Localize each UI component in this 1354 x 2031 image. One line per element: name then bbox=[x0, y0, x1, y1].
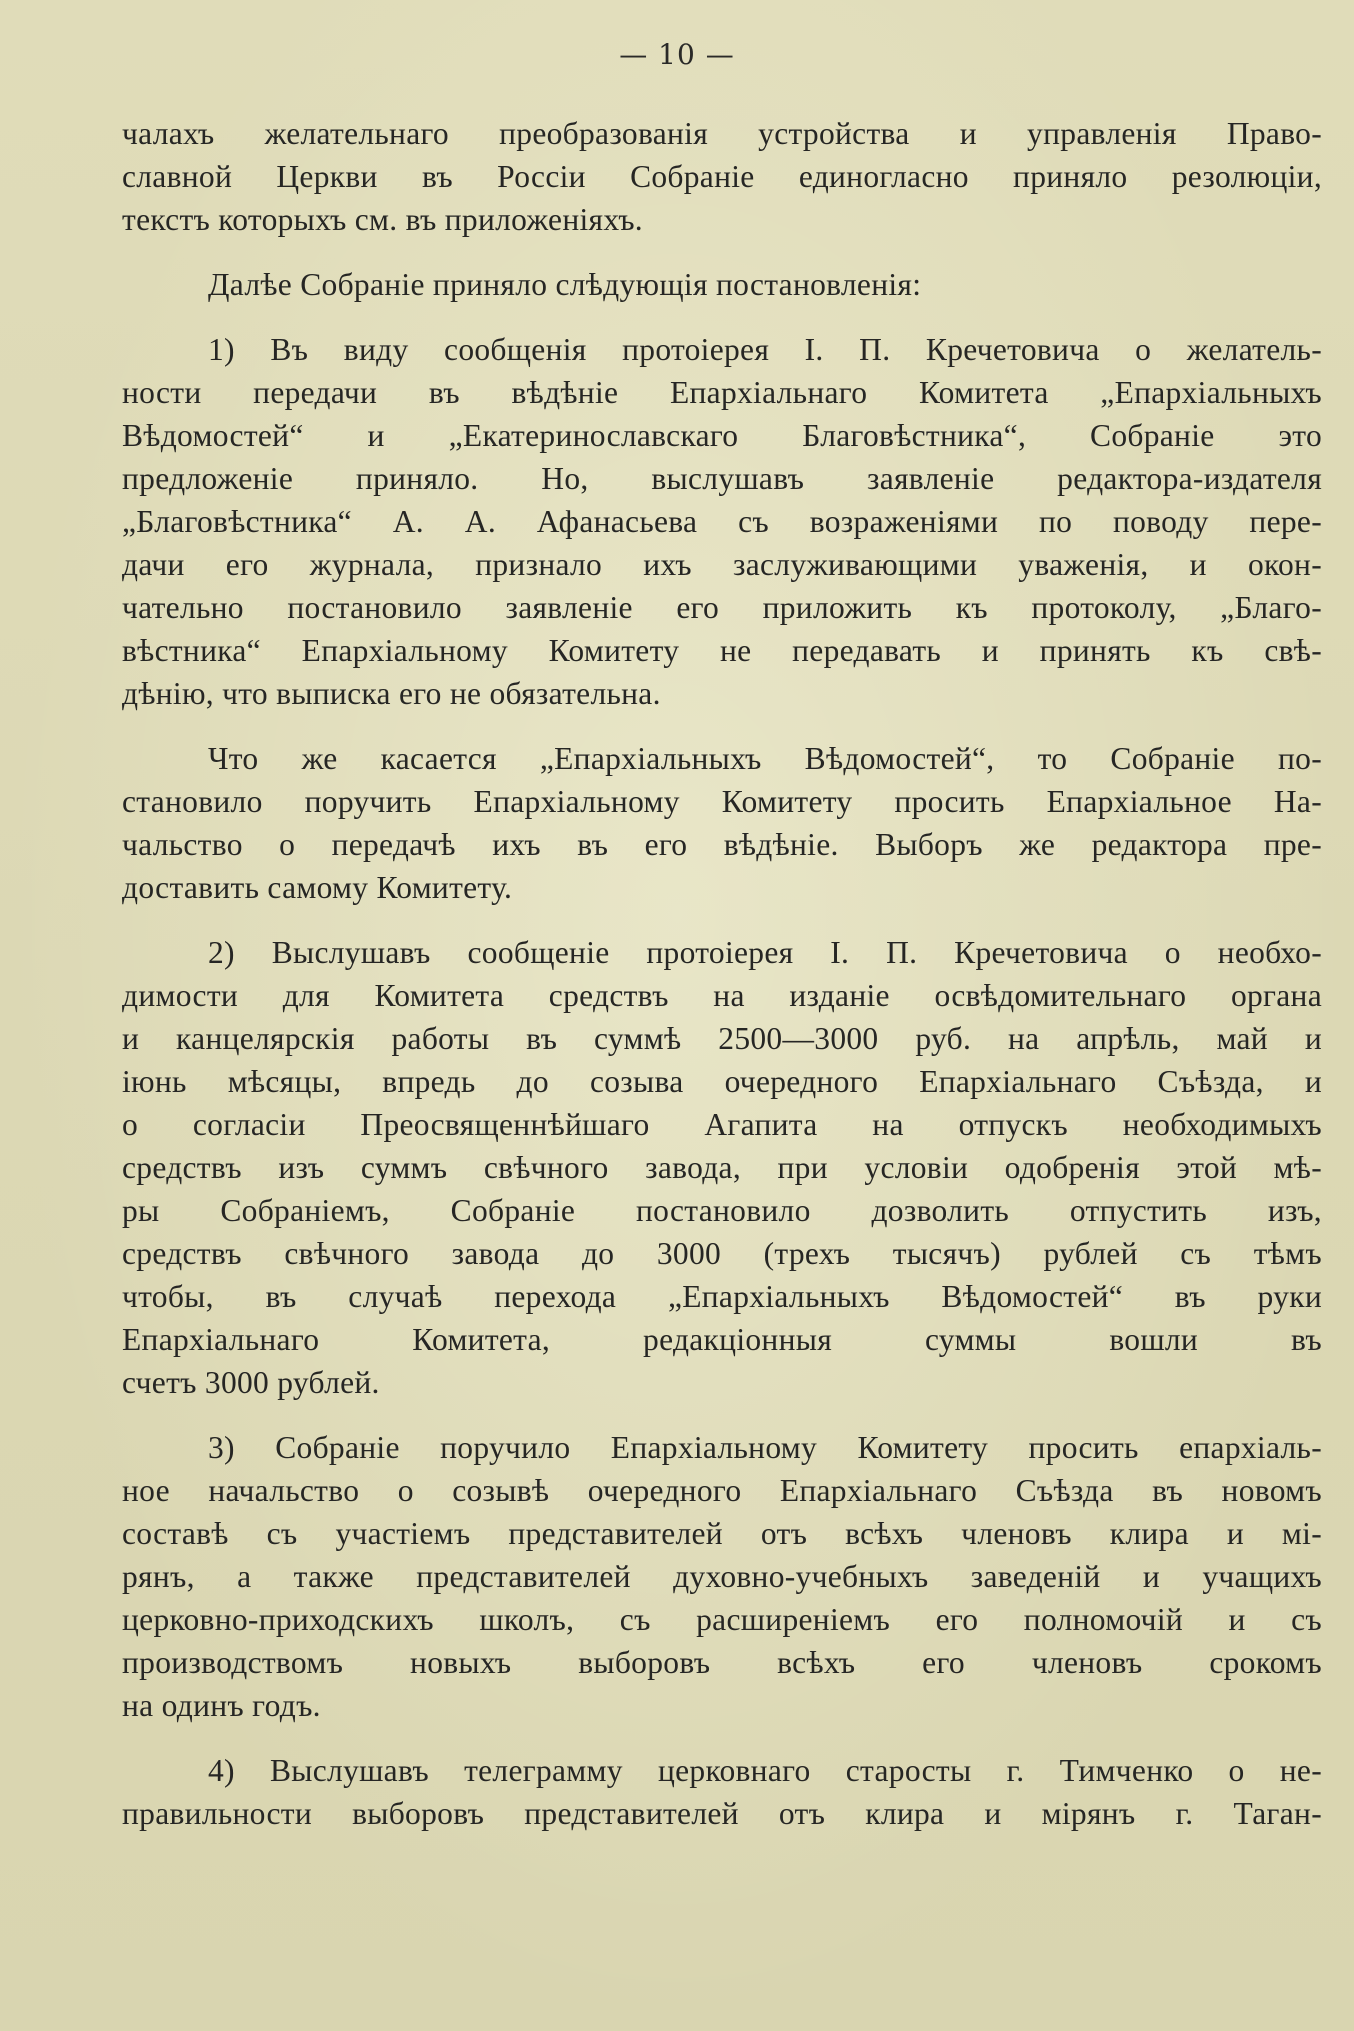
text-line: дачи его журнала, признало ихъ заслуживающими уваженія, и окон- bbox=[122, 547, 1322, 582]
text-line: текстъ которыхъ см. въ приложеніяхъ. bbox=[122, 202, 643, 237]
page-number: — 10 — bbox=[619, 38, 735, 71]
text-line: составѣ съ участіемъ представителей отъ всѣхъ членовъ клира и мі- bbox=[122, 1516, 1322, 1551]
text-line: Далѣе Собраніе приняло слѣдующія постановленія: bbox=[208, 267, 922, 302]
text-line: „Благовѣстника“ А. А. Афанасьева съ возраженіями по поводу пере- bbox=[122, 504, 1322, 539]
text-line: чальство о передачѣ ихъ въ его вѣдѣніе. Выборъ же редактора пре- bbox=[122, 827, 1322, 862]
text-line: вѣстника“ Епархіальному Комитету не передавать и принять къ свѣ- bbox=[122, 633, 1322, 668]
text-line: іюнь мѣсяцы, впредь до созыва очередного Епархіальнаго Съѣзда, и bbox=[122, 1064, 1322, 1099]
text-line: Что же касается „Епархіальныхъ Вѣдомостей“, то Собраніе по- bbox=[208, 741, 1322, 776]
text-line: о согласіи Преосвященнѣйшаго Агапита на отпускъ необходимыхъ bbox=[122, 1107, 1322, 1142]
text-line: 1) Въ виду сообщенія протоіерея І. П. Кречетовича о желатель- bbox=[208, 332, 1322, 367]
text-line: средствъ изъ суммъ свѣчного завода, при условіи одобренія этой мѣ- bbox=[122, 1150, 1322, 1185]
text-line: и канцелярскія работы въ суммѣ 2500—3000 руб. на апрѣль, май и bbox=[122, 1021, 1322, 1056]
text-line: рянъ, а также представителей духовно-учебныхъ заведеній и учащихъ bbox=[122, 1559, 1322, 1594]
text-line: чалахъ желательнаго преобразованія устройства и управленія Право- bbox=[122, 116, 1322, 151]
text-line: церковно-приходскихъ школъ, съ расширеніемъ его полномочій и съ bbox=[122, 1602, 1322, 1637]
text-line: производствомъ новыхъ выборовъ всѣхъ его членовъ срокомъ bbox=[122, 1645, 1322, 1680]
text-line: 3) Собраніе поручило Епархіальному Комитету просить епархіаль- bbox=[208, 1430, 1322, 1465]
text-line: 2) Выслушавъ сообщеніе протоіерея І. П. Кречетовича о необхо- bbox=[208, 935, 1322, 970]
text-line: становило поручить Епархіальному Комитету просить Епархіальное На- bbox=[122, 784, 1322, 819]
text-line: предложеніе приняло. Но, выслушавъ заявленіе редактора-издателя bbox=[122, 461, 1322, 496]
text-line: чтобы, въ случаѣ перехода „Епархіальныхъ Вѣдомостей“ въ руки bbox=[122, 1279, 1322, 1314]
text-line: ное начальство о созывѣ очередного Епархіальнаго Съѣзда въ новомъ bbox=[122, 1473, 1322, 1508]
text-line: средствъ свѣчного завода до 3000 (трехъ тысячъ) рублей съ тѣмъ bbox=[122, 1236, 1322, 1271]
text-line: дѣнію, что выписка его не обязательна. bbox=[122, 676, 661, 711]
text-line: доставить самому Комитету. bbox=[122, 870, 513, 905]
text-line: чательно постановило заявленіе его приложить къ протоколу, „Благо- bbox=[122, 590, 1322, 625]
text-line: Вѣдомостей“ и „Екатеринославскаго Благовѣстника“, Собраніе это bbox=[122, 418, 1322, 453]
body-text bbox=[122, 112, 1322, 1835]
text-line: славной Церкви въ Россіи Собраніе единогласно приняло резолюціи, bbox=[122, 159, 1322, 194]
text-line: ности передачи въ вѣдѣніе Епархіальнаго Комитета „Епархіальныхъ bbox=[122, 375, 1322, 410]
text-line: правильности выборовъ представителей отъ клира и мірянъ г. Таган- bbox=[122, 1796, 1322, 1831]
text-line: 4) Выслушавъ телеграмму церковнаго старосты г. Тимченко о не- bbox=[208, 1753, 1322, 1788]
text-line: ры Собраніемъ, Собраніе постановило дозволить отпустить изъ, bbox=[122, 1193, 1322, 1228]
text-line: димости для Комитета средствъ на изданіе освѣдомительнаго органа bbox=[122, 978, 1322, 1013]
text-line: на одинъ годъ. bbox=[122, 1688, 321, 1723]
text-line: счетъ 3000 рублей. bbox=[122, 1365, 380, 1400]
text-line: Епархіальнаго Комитета, редакціонныя суммы вошли въ bbox=[122, 1322, 1322, 1357]
